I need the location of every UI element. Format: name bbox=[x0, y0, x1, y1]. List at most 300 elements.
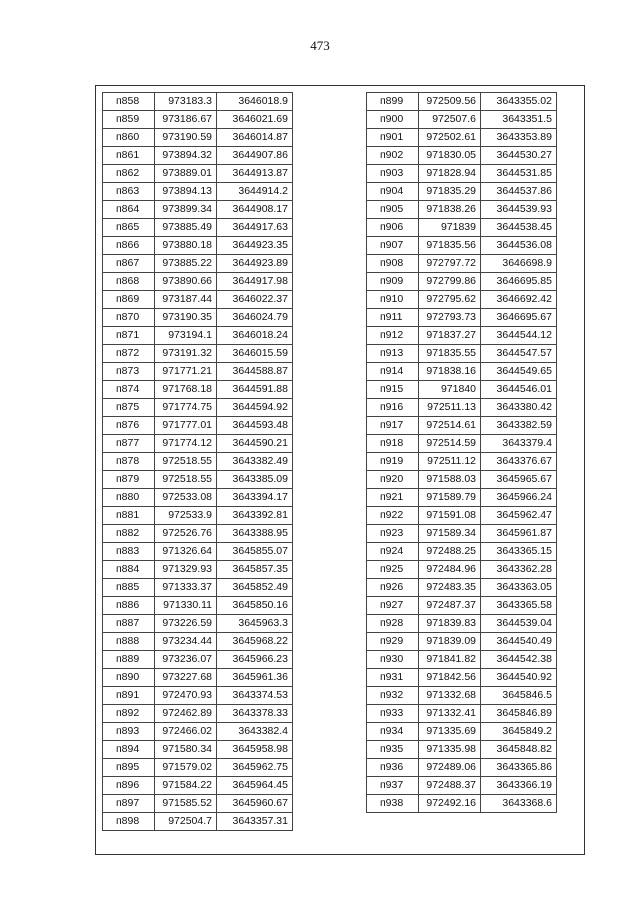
point-id-cell: п908 bbox=[367, 255, 419, 273]
table-row bbox=[103, 543, 293, 561]
point-id-cell: п893 bbox=[103, 723, 155, 741]
table-row bbox=[367, 669, 557, 687]
point-id-cell: п877 bbox=[103, 435, 155, 453]
table-row bbox=[103, 705, 293, 723]
point-id-cell: п888 bbox=[103, 633, 155, 651]
x-coordinate-cell: 972502.61 bbox=[419, 129, 481, 147]
point-id-cell: п898 bbox=[103, 813, 155, 831]
y-coordinate-cell: 3645961.87 bbox=[481, 525, 557, 543]
y-coordinate-cell: 3643374.53 bbox=[217, 687, 293, 705]
table-row bbox=[367, 219, 557, 237]
table-row bbox=[103, 669, 293, 687]
x-coordinate-cell: 972518.55 bbox=[155, 471, 217, 489]
point-id-cell: п868 bbox=[103, 273, 155, 291]
table-row bbox=[103, 309, 293, 327]
point-id-cell: п923 bbox=[367, 525, 419, 543]
point-id-cell: п882 bbox=[103, 525, 155, 543]
table-row bbox=[367, 111, 557, 129]
y-coordinate-cell: 3645958.98 bbox=[217, 741, 293, 759]
table-row bbox=[103, 111, 293, 129]
point-id-cell: п885 bbox=[103, 579, 155, 597]
y-coordinate-cell: 3646018.24 bbox=[217, 327, 293, 345]
point-id-cell: п921 bbox=[367, 489, 419, 507]
x-coordinate-cell: 973187.44 bbox=[155, 291, 217, 309]
y-coordinate-cell: 3643382.49 bbox=[217, 453, 293, 471]
y-coordinate-cell: 3645852.49 bbox=[217, 579, 293, 597]
table-row bbox=[367, 471, 557, 489]
x-coordinate-cell: 972466.02 bbox=[155, 723, 217, 741]
point-id-cell: п919 bbox=[367, 453, 419, 471]
table-row bbox=[103, 255, 293, 273]
point-id-cell: п878 bbox=[103, 453, 155, 471]
point-id-cell: п875 bbox=[103, 399, 155, 417]
point-id-cell: п864 bbox=[103, 201, 155, 219]
y-coordinate-cell: 3646014.87 bbox=[217, 129, 293, 147]
table-row bbox=[367, 489, 557, 507]
point-id-cell: п936 bbox=[367, 759, 419, 777]
point-id-cell: п911 bbox=[367, 309, 419, 327]
x-coordinate-cell: 973899.34 bbox=[155, 201, 217, 219]
y-coordinate-cell: 3644538.45 bbox=[481, 219, 557, 237]
x-coordinate-cell: 972799.86 bbox=[419, 273, 481, 291]
point-id-cell: п895 bbox=[103, 759, 155, 777]
table-row bbox=[367, 399, 557, 417]
x-coordinate-cell: 971838.26 bbox=[419, 201, 481, 219]
y-coordinate-cell: 3646021.69 bbox=[217, 111, 293, 129]
x-coordinate-cell: 972488.37 bbox=[419, 777, 481, 795]
y-coordinate-cell: 3643394.17 bbox=[217, 489, 293, 507]
point-id-cell: п900 bbox=[367, 111, 419, 129]
table-row bbox=[367, 273, 557, 291]
x-coordinate-cell: 971830.05 bbox=[419, 147, 481, 165]
table-row bbox=[103, 813, 293, 831]
table-row bbox=[367, 453, 557, 471]
y-coordinate-cell: 3643392.81 bbox=[217, 507, 293, 525]
y-coordinate-cell: 3644593.48 bbox=[217, 417, 293, 435]
x-coordinate-cell: 972793.73 bbox=[419, 309, 481, 327]
table-row bbox=[103, 615, 293, 633]
table-row bbox=[367, 687, 557, 705]
table-row bbox=[367, 255, 557, 273]
table-row bbox=[367, 543, 557, 561]
point-id-cell: п926 bbox=[367, 579, 419, 597]
y-coordinate-cell: 3645962.75 bbox=[217, 759, 293, 777]
point-id-cell: п861 bbox=[103, 147, 155, 165]
y-coordinate-cell: 3644540.92 bbox=[481, 669, 557, 687]
y-coordinate-cell: 3644917.98 bbox=[217, 273, 293, 291]
point-id-cell: п930 bbox=[367, 651, 419, 669]
y-coordinate-cell: 3643376.67 bbox=[481, 453, 557, 471]
y-coordinate-cell: 3645965.67 bbox=[481, 471, 557, 489]
y-coordinate-cell: 3644549.65 bbox=[481, 363, 557, 381]
y-coordinate-cell: 3644917.63 bbox=[217, 219, 293, 237]
y-coordinate-cell: 3643353.89 bbox=[481, 129, 557, 147]
point-id-cell: п890 bbox=[103, 669, 155, 687]
y-coordinate-cell: 3643379.4 bbox=[481, 435, 557, 453]
point-id-cell: п886 bbox=[103, 597, 155, 615]
table-row bbox=[367, 597, 557, 615]
point-id-cell: п915 bbox=[367, 381, 419, 399]
point-id-cell: п937 bbox=[367, 777, 419, 795]
y-coordinate-cell: 3644542.38 bbox=[481, 651, 557, 669]
point-id-cell: п907 bbox=[367, 237, 419, 255]
point-id-cell: п879 bbox=[103, 471, 155, 489]
x-coordinate-cell: 973880.18 bbox=[155, 237, 217, 255]
table-row bbox=[103, 93, 293, 111]
point-id-cell: п929 bbox=[367, 633, 419, 651]
y-coordinate-cell: 3643357.31 bbox=[217, 813, 293, 831]
x-coordinate-cell: 973194.1 bbox=[155, 327, 217, 345]
point-id-cell: п874 bbox=[103, 381, 155, 399]
x-coordinate-cell: 973894.13 bbox=[155, 183, 217, 201]
y-coordinate-cell: 3644914.2 bbox=[217, 183, 293, 201]
table-row bbox=[103, 147, 293, 165]
y-coordinate-cell: 3644536.08 bbox=[481, 237, 557, 255]
point-id-cell: п891 bbox=[103, 687, 155, 705]
point-id-cell: п901 bbox=[367, 129, 419, 147]
coordinates-table-right-body bbox=[367, 93, 557, 813]
y-coordinate-cell: 3645963.3 bbox=[217, 615, 293, 633]
point-id-cell: п905 bbox=[367, 201, 419, 219]
point-id-cell: п860 bbox=[103, 129, 155, 147]
table-row bbox=[103, 471, 293, 489]
point-id-cell: п904 bbox=[367, 183, 419, 201]
table-row bbox=[367, 507, 557, 525]
table-row bbox=[103, 237, 293, 255]
table-row bbox=[367, 795, 557, 813]
y-coordinate-cell: 3645846.5 bbox=[481, 687, 557, 705]
x-coordinate-cell: 971771.21 bbox=[155, 363, 217, 381]
table-row bbox=[103, 363, 293, 381]
table-row bbox=[367, 147, 557, 165]
x-coordinate-cell: 971332.41 bbox=[419, 705, 481, 723]
point-id-cell: п906 bbox=[367, 219, 419, 237]
point-id-cell: п910 bbox=[367, 291, 419, 309]
x-coordinate-cell: 971838.16 bbox=[419, 363, 481, 381]
y-coordinate-cell: 3646018.9 bbox=[217, 93, 293, 111]
x-coordinate-cell: 972518.55 bbox=[155, 453, 217, 471]
point-id-cell: п897 bbox=[103, 795, 155, 813]
x-coordinate-cell: 972492.16 bbox=[419, 795, 481, 813]
x-coordinate-cell: 973190.59 bbox=[155, 129, 217, 147]
y-coordinate-cell: 3644588.87 bbox=[217, 363, 293, 381]
point-id-cell: п884 bbox=[103, 561, 155, 579]
y-coordinate-cell: 3644539.04 bbox=[481, 615, 557, 633]
point-id-cell: п902 bbox=[367, 147, 419, 165]
y-coordinate-cell: 3644537.86 bbox=[481, 183, 557, 201]
table-row bbox=[367, 201, 557, 219]
x-coordinate-cell: 971332.68 bbox=[419, 687, 481, 705]
table-row bbox=[103, 453, 293, 471]
point-id-cell: п859 bbox=[103, 111, 155, 129]
table-row bbox=[103, 291, 293, 309]
y-coordinate-cell: 3643366.19 bbox=[481, 777, 557, 795]
x-coordinate-cell: 972533.9 bbox=[155, 507, 217, 525]
point-id-cell: п932 bbox=[367, 687, 419, 705]
table-row bbox=[103, 633, 293, 651]
table-row bbox=[103, 273, 293, 291]
point-id-cell: п934 bbox=[367, 723, 419, 741]
table-row bbox=[367, 291, 557, 309]
point-id-cell: п872 bbox=[103, 345, 155, 363]
y-coordinate-cell: 3644590.21 bbox=[217, 435, 293, 453]
x-coordinate-cell: 973183.3 bbox=[155, 93, 217, 111]
y-coordinate-cell: 3645850.16 bbox=[217, 597, 293, 615]
x-coordinate-cell: 971335.98 bbox=[419, 741, 481, 759]
point-id-cell: п918 bbox=[367, 435, 419, 453]
x-coordinate-cell: 971839 bbox=[419, 219, 481, 237]
y-coordinate-cell: 3644546.01 bbox=[481, 381, 557, 399]
y-coordinate-cell: 3646695.85 bbox=[481, 273, 557, 291]
y-coordinate-cell: 3644907.86 bbox=[217, 147, 293, 165]
x-coordinate-cell: 971579.02 bbox=[155, 759, 217, 777]
y-coordinate-cell: 3643380.42 bbox=[481, 399, 557, 417]
table-row bbox=[103, 381, 293, 399]
table-row bbox=[367, 327, 557, 345]
table-row bbox=[103, 345, 293, 363]
table-row bbox=[367, 777, 557, 795]
x-coordinate-cell: 972488.25 bbox=[419, 543, 481, 561]
point-id-cell: п920 bbox=[367, 471, 419, 489]
point-id-cell: п909 bbox=[367, 273, 419, 291]
table-row bbox=[103, 687, 293, 705]
table-row bbox=[103, 327, 293, 345]
x-coordinate-cell: 972504.7 bbox=[155, 813, 217, 831]
y-coordinate-cell: 3643355.02 bbox=[481, 93, 557, 111]
table-row bbox=[367, 237, 557, 255]
x-coordinate-cell: 973889.01 bbox=[155, 165, 217, 183]
table-row bbox=[103, 795, 293, 813]
point-id-cell: п899 bbox=[367, 93, 419, 111]
x-coordinate-cell: 971839.09 bbox=[419, 633, 481, 651]
y-coordinate-cell: 3643382.59 bbox=[481, 417, 557, 435]
point-id-cell: п858 bbox=[103, 93, 155, 111]
table-row bbox=[103, 507, 293, 525]
point-id-cell: п916 bbox=[367, 399, 419, 417]
table-row bbox=[367, 417, 557, 435]
y-coordinate-cell: 3643385.09 bbox=[217, 471, 293, 489]
x-coordinate-cell: 972514.59 bbox=[419, 435, 481, 453]
table-row bbox=[103, 579, 293, 597]
point-id-cell: п927 bbox=[367, 597, 419, 615]
point-id-cell: п933 bbox=[367, 705, 419, 723]
x-coordinate-cell: 973191.32 bbox=[155, 345, 217, 363]
point-id-cell: п881 bbox=[103, 507, 155, 525]
point-id-cell: п917 bbox=[367, 417, 419, 435]
table-row bbox=[367, 579, 557, 597]
y-coordinate-cell: 3643365.15 bbox=[481, 543, 557, 561]
point-id-cell: п903 bbox=[367, 165, 419, 183]
x-coordinate-cell: 971774.12 bbox=[155, 435, 217, 453]
table-row bbox=[367, 435, 557, 453]
x-coordinate-cell: 971580.34 bbox=[155, 741, 217, 759]
y-coordinate-cell: 3645848.82 bbox=[481, 741, 557, 759]
point-id-cell: п914 bbox=[367, 363, 419, 381]
y-coordinate-cell: 3645857.35 bbox=[217, 561, 293, 579]
table-row bbox=[103, 183, 293, 201]
point-id-cell: п863 bbox=[103, 183, 155, 201]
y-coordinate-cell: 3644908.17 bbox=[217, 201, 293, 219]
x-coordinate-cell: 973890.66 bbox=[155, 273, 217, 291]
x-coordinate-cell: 972511.13 bbox=[419, 399, 481, 417]
table-row bbox=[103, 165, 293, 183]
x-coordinate-cell: 972526.76 bbox=[155, 525, 217, 543]
y-coordinate-cell: 3644923.35 bbox=[217, 237, 293, 255]
y-coordinate-cell: 3644540.49 bbox=[481, 633, 557, 651]
x-coordinate-cell: 972509.56 bbox=[419, 93, 481, 111]
table-row bbox=[367, 129, 557, 147]
y-coordinate-cell: 3645966.24 bbox=[481, 489, 557, 507]
y-coordinate-cell: 3646695.67 bbox=[481, 309, 557, 327]
y-coordinate-cell: 3644544.12 bbox=[481, 327, 557, 345]
table-row bbox=[367, 363, 557, 381]
table-row bbox=[367, 741, 557, 759]
point-id-cell: п866 bbox=[103, 237, 155, 255]
y-coordinate-cell: 3644547.57 bbox=[481, 345, 557, 363]
x-coordinate-cell: 972483.35 bbox=[419, 579, 481, 597]
x-coordinate-cell: 971828.94 bbox=[419, 165, 481, 183]
table-row bbox=[367, 561, 557, 579]
y-coordinate-cell: 3645962.47 bbox=[481, 507, 557, 525]
table-row bbox=[367, 309, 557, 327]
x-coordinate-cell: 972470.93 bbox=[155, 687, 217, 705]
table-row bbox=[367, 723, 557, 741]
y-coordinate-cell: 3643363.05 bbox=[481, 579, 557, 597]
y-coordinate-cell: 3644531.85 bbox=[481, 165, 557, 183]
point-id-cell: п880 bbox=[103, 489, 155, 507]
x-coordinate-cell: 972489.06 bbox=[419, 759, 481, 777]
table-row bbox=[103, 435, 293, 453]
point-id-cell: п938 bbox=[367, 795, 419, 813]
point-id-cell: п912 bbox=[367, 327, 419, 345]
table-row bbox=[367, 165, 557, 183]
x-coordinate-cell: 973234.44 bbox=[155, 633, 217, 651]
y-coordinate-cell: 3644923.89 bbox=[217, 255, 293, 273]
y-coordinate-cell: 3646024.79 bbox=[217, 309, 293, 327]
y-coordinate-cell: 3644594.92 bbox=[217, 399, 293, 417]
table-row bbox=[103, 561, 293, 579]
table-row bbox=[367, 633, 557, 651]
table-row bbox=[367, 525, 557, 543]
x-coordinate-cell: 971777.01 bbox=[155, 417, 217, 435]
table-row bbox=[367, 345, 557, 363]
x-coordinate-cell: 972487.37 bbox=[419, 597, 481, 615]
x-coordinate-cell: 971835.29 bbox=[419, 183, 481, 201]
x-coordinate-cell: 971326.64 bbox=[155, 543, 217, 561]
y-coordinate-cell: 3646698.9 bbox=[481, 255, 557, 273]
y-coordinate-cell: 3645964.45 bbox=[217, 777, 293, 795]
y-coordinate-cell: 3643365.86 bbox=[481, 759, 557, 777]
y-coordinate-cell: 3644913.87 bbox=[217, 165, 293, 183]
y-coordinate-cell: 3645849.2 bbox=[481, 723, 557, 741]
point-id-cell: п892 bbox=[103, 705, 155, 723]
x-coordinate-cell: 972484.96 bbox=[419, 561, 481, 579]
point-id-cell: п865 bbox=[103, 219, 155, 237]
x-coordinate-cell: 972797.72 bbox=[419, 255, 481, 273]
table-row bbox=[103, 651, 293, 669]
table-row bbox=[103, 741, 293, 759]
x-coordinate-cell: 972533.08 bbox=[155, 489, 217, 507]
x-coordinate-cell: 973885.49 bbox=[155, 219, 217, 237]
table-row bbox=[103, 219, 293, 237]
y-coordinate-cell: 3644591.88 bbox=[217, 381, 293, 399]
y-coordinate-cell: 3643378.33 bbox=[217, 705, 293, 723]
point-id-cell: п876 bbox=[103, 417, 155, 435]
x-coordinate-cell: 971835.56 bbox=[419, 237, 481, 255]
x-coordinate-cell: 971335.69 bbox=[419, 723, 481, 741]
x-coordinate-cell: 973190.35 bbox=[155, 309, 217, 327]
y-coordinate-cell: 3646692.42 bbox=[481, 291, 557, 309]
y-coordinate-cell: 3646015.59 bbox=[217, 345, 293, 363]
x-coordinate-cell: 971588.03 bbox=[419, 471, 481, 489]
y-coordinate-cell: 3644530.27 bbox=[481, 147, 557, 165]
table-row bbox=[367, 93, 557, 111]
table-row bbox=[103, 399, 293, 417]
table-row bbox=[103, 129, 293, 147]
y-coordinate-cell: 3645961.36 bbox=[217, 669, 293, 687]
x-coordinate-cell: 971589.34 bbox=[419, 525, 481, 543]
x-coordinate-cell: 971330.11 bbox=[155, 597, 217, 615]
y-coordinate-cell: 3646022.37 bbox=[217, 291, 293, 309]
point-id-cell: п869 bbox=[103, 291, 155, 309]
point-id-cell: п896 bbox=[103, 777, 155, 795]
table-row bbox=[103, 201, 293, 219]
table-row bbox=[103, 759, 293, 777]
y-coordinate-cell: 3643368.6 bbox=[481, 795, 557, 813]
y-coordinate-cell: 3643365.58 bbox=[481, 597, 557, 615]
table-row bbox=[103, 723, 293, 741]
x-coordinate-cell: 973236.07 bbox=[155, 651, 217, 669]
point-id-cell: п928 bbox=[367, 615, 419, 633]
coordinates-table-right bbox=[366, 92, 557, 813]
x-coordinate-cell: 973894.32 bbox=[155, 147, 217, 165]
x-coordinate-cell: 971333.37 bbox=[155, 579, 217, 597]
x-coordinate-cell: 972462.89 bbox=[155, 705, 217, 723]
x-coordinate-cell: 971774.75 bbox=[155, 399, 217, 417]
y-coordinate-cell: 3643388.95 bbox=[217, 525, 293, 543]
point-id-cell: п862 bbox=[103, 165, 155, 183]
y-coordinate-cell: 3645966.23 bbox=[217, 651, 293, 669]
y-coordinate-cell: 3645846.89 bbox=[481, 705, 557, 723]
point-id-cell: п922 bbox=[367, 507, 419, 525]
x-coordinate-cell: 973885.22 bbox=[155, 255, 217, 273]
x-coordinate-cell: 973226.59 bbox=[155, 615, 217, 633]
y-coordinate-cell: 3645855.07 bbox=[217, 543, 293, 561]
table-row bbox=[103, 525, 293, 543]
x-coordinate-cell: 971842.56 bbox=[419, 669, 481, 687]
point-id-cell: п894 bbox=[103, 741, 155, 759]
point-id-cell: п873 bbox=[103, 363, 155, 381]
x-coordinate-cell: 971840 bbox=[419, 381, 481, 399]
x-coordinate-cell: 973227.68 bbox=[155, 669, 217, 687]
x-coordinate-cell: 972507.6 bbox=[419, 111, 481, 129]
y-coordinate-cell: 3643382.4 bbox=[217, 723, 293, 741]
y-coordinate-cell: 3643362.28 bbox=[481, 561, 557, 579]
point-id-cell: п883 bbox=[103, 543, 155, 561]
table-row bbox=[367, 615, 557, 633]
y-coordinate-cell: 3643351.5 bbox=[481, 111, 557, 129]
point-id-cell: п889 bbox=[103, 651, 155, 669]
x-coordinate-cell: 971585.52 bbox=[155, 795, 217, 813]
table-row bbox=[103, 417, 293, 435]
table-row bbox=[367, 183, 557, 201]
x-coordinate-cell: 971839.83 bbox=[419, 615, 481, 633]
page-number: 473 bbox=[310, 38, 330, 53]
x-coordinate-cell: 971768.18 bbox=[155, 381, 217, 399]
point-id-cell: п925 bbox=[367, 561, 419, 579]
x-coordinate-cell: 972511.12 bbox=[419, 453, 481, 471]
point-id-cell: п935 bbox=[367, 741, 419, 759]
